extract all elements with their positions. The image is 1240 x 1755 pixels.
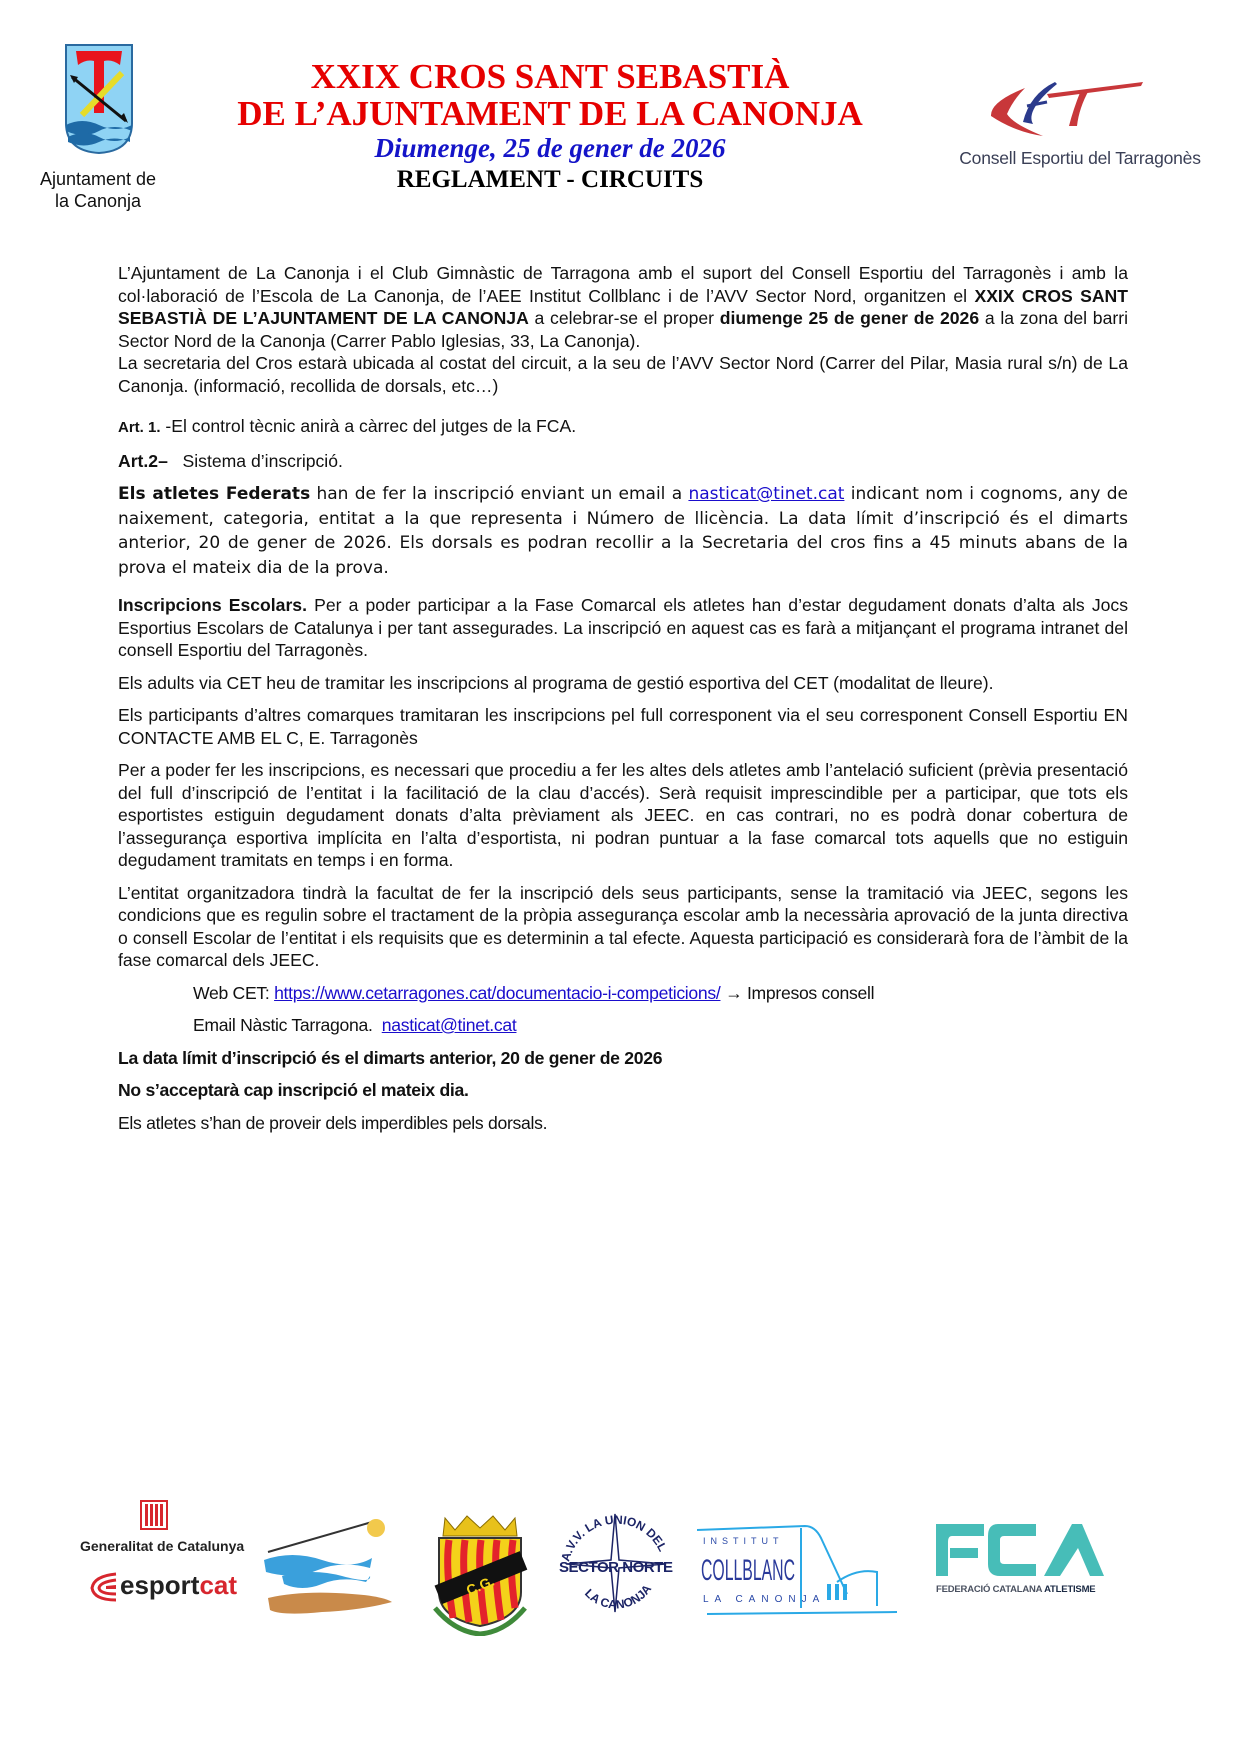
email-nastic-link[interactable]: nasticat@tinet.cat [381, 1015, 517, 1035]
article-1-text: -El control tècnic anirà a càrrec del jutges de la FCA. [160, 416, 577, 436]
federats-paragraph [118, 482, 1128, 580]
svg-text:SECTOR NORTE: SECTOR NORTE [559, 1559, 673, 1576]
ajuntament-caption [28, 168, 168, 212]
document-title-block [180, 58, 920, 196]
title-line-2: DE L’AJUNTAMENT DE LA CANONJA [237, 94, 863, 133]
fca-caption-2: ATLETISME [1044, 1584, 1096, 1595]
fca-caption [936, 1584, 1095, 1595]
esportcat-esport: esport [120, 1570, 200, 1600]
cet-logo-icon [985, 80, 1145, 138]
entitat-paragraph: L’entitat organitzadora tindrà la facultat de fer la inscripció dels seus participants, sense la tramitació via JEEC, segons les condicions que es regulin sobre el tractament de la pròpia assegurança escolar amb la necessària aprovació de la junta directiva o consell Escolar de l’entitat i els requisits que es determinin a tal efecte. Aquesta participació es considerarà fora de l’àmbit de la fase comarcal dels JEEC. [118, 882, 1128, 970]
article-2-label: Art.2– [118, 450, 168, 471]
svg-text:A.V.V. LA UNION DEL: A.V.V. LA UNION DEL [558, 1512, 670, 1563]
event-date: Diumenge, 25 de gener de 2026 [374, 133, 726, 163]
event-date-bold: diumenge 25 de gener de 2026 [719, 308, 980, 328]
federats-text-1: han de fer la inscripció enviant un email a [310, 484, 689, 504]
email-nastic-line [118, 1014, 1128, 1037]
intro-text-3: a la zona del barri Sector Nord de la Canonja (Carrer Pablo Iglesias, 33, La Canonja). [118, 308, 1129, 351]
email-nastic-label: Email Nàstic Tarragona. [193, 1015, 382, 1035]
no-same-day-notice: No s’acceptarà cap inscripció el mateix dia. [118, 1080, 469, 1100]
escolars-paragraph [118, 594, 1128, 662]
svg-text:C.G.: C.G. [463, 1572, 497, 1599]
adults-paragraph: Els adults via CET heu de tramitar les inscripcions al programa de gestió esportiva del CET (modalitat de lleure). [118, 672, 994, 693]
article-1-label: Art. 1. [118, 419, 161, 436]
intro-text-1: L’Ajuntament de La Canonja i el Club Gimnàstic de Tarragona amb el suport del Consell Esportiu del Tarragonès i amb la col·laboració de l’Escola de La Canonja, de l’AEE Institut Collblanc i de l’AVV Sector Nord, organitzen el [118, 263, 1128, 306]
regulation-body [118, 262, 1128, 1134]
esportcat-logo [120, 1570, 237, 1601]
svg-text:COLLBLANC: COLLBLANC [701, 1554, 795, 1587]
web-cet-link[interactable]: https://www.cetarragones.cat/documentacio-i-competicions/ [274, 982, 721, 1003]
document-subtitle: REGLAMENT - CIRCUITS [396, 166, 704, 193]
ajuntament-canonja-crest-icon [64, 43, 134, 155]
federats-email-link[interactable]: nasticat@tinet.cat [688, 484, 845, 504]
cet-caption: Consell Esportiu del Tarragonès [959, 148, 1201, 168]
arrow-right-icon: → [720, 982, 747, 1003]
requisits-paragraph: Per a poder fer les inscripcions, es necessari que procediu a fer les altes dels atletes amb l’antelació suficient (prèvia presentació del full d’inscripció de l’entitat i la facilitació de la clau d’accés). Serà requisit imprescindible per a participar, que tots els esportistes estiguin degudament donats d’alta prèviament als JEEC. en cas contrari, no es podrà donar cobertura de l’assegurança esportiva implícita en l’alta d’esportista, ni podran puntuar a la fase comarcal tots aquells que no estiguin degudament tramitats en temps i en forma. [118, 760, 1128, 870]
secretaria-paragraph: La secretaria del Cros estarà ubicada al costat del circuit, a la seu de l’AVV Sector Nord (Carrer del Pilar, Masia rural s/n) de La Canonja. (informació, recollida de dorsals, etc…) [118, 353, 1128, 396]
avv-sector-norte-logo [555, 1500, 677, 1630]
web-cet-line [118, 982, 1128, 1005]
sponsor-logos [0, 1480, 1240, 1660]
fca-logo-icon [936, 1520, 1104, 1580]
svg-text:INSTITUT: INSTITUT [703, 1536, 784, 1546]
altres-comarques-paragraph: Els participants d’altres comarques tramitaran les inscripcions pel full corresponent via el seu corresponent Consell Esportiu EN CONTACTE AMB EL C, E. Tarragonès [118, 705, 1128, 748]
intro-paragraph [118, 262, 1128, 352]
svg-text:LA CANONJA: LA CANONJA [703, 1594, 826, 1605]
article-1 [118, 415, 1128, 440]
intro-text-2: a celebrar-se el proper [528, 308, 720, 328]
generalitat-emblem-icon [140, 1500, 168, 1530]
escola-canonja-logo-icon [262, 1510, 402, 1630]
esportcat-cat: cat [199, 1570, 238, 1600]
escolars-text: Per a poder participar a la Fase Comarcal els atletes han d’estar degudament donats d’alta als Jocs Esportius Escolars de Catalunya i per tant assegurades. La inscripció en aquest cas es farà a mitjançant el programa intranet del consell Esportiu del Tarragonès. [118, 595, 1128, 660]
escolars-heading: Inscripcions Escolars. [118, 595, 307, 615]
institut-collblanc-logo [697, 1518, 897, 1626]
federats-text-2: indicant nom i cognoms, any de naixement, categoria, entitat a la que representa i Número de llicència. La data límit d’inscripció és el dimarts anterior, 20 de gener de 2026. Els dorsals es podran recollir a la Secretaria del cros fins a 45 minuts abans de la prova el mateix dia de la prova. [118, 484, 1128, 578]
svg-text:LA CANONJA: LA CANONJA [582, 1581, 655, 1612]
fca-caption-1: FEDERACIÓ CATALANA [936, 1584, 1045, 1595]
ajuntament-caption-line1: Ajuntament de [39, 169, 157, 189]
web-cet-suffix: Impresos consell [746, 982, 875, 1003]
club-gimnastic-crest-icon [425, 1508, 535, 1636]
event-name-bold: XXIX CROS SANT SEBASTIÀ DE L’AJUNTAMENT DE LA CANONJA [118, 285, 1129, 328]
generalitat-label: Generalitat de Catalunya [80, 1538, 245, 1554]
web-cet-label: Web CET: [193, 982, 275, 1003]
article-2-text: Sistema d’inscripció. [167, 450, 343, 471]
title-line-1: XXIX CROS SANT SEBASTIÀ [310, 57, 790, 96]
safety-pins-notice: Els atletes s’han de proveir dels imperdibles pels dorsals. [118, 1112, 548, 1133]
federats-heading: Els atletes Federats [118, 484, 311, 504]
ajuntament-caption-line2: la Canonja [54, 191, 142, 211]
esportcat-swoosh-icon [88, 1572, 120, 1602]
deadline-notice: La data límit d’inscripció és el dimarts anterior, 20 de gener de 2026 [118, 1047, 663, 1068]
article-2 [118, 450, 1128, 473]
